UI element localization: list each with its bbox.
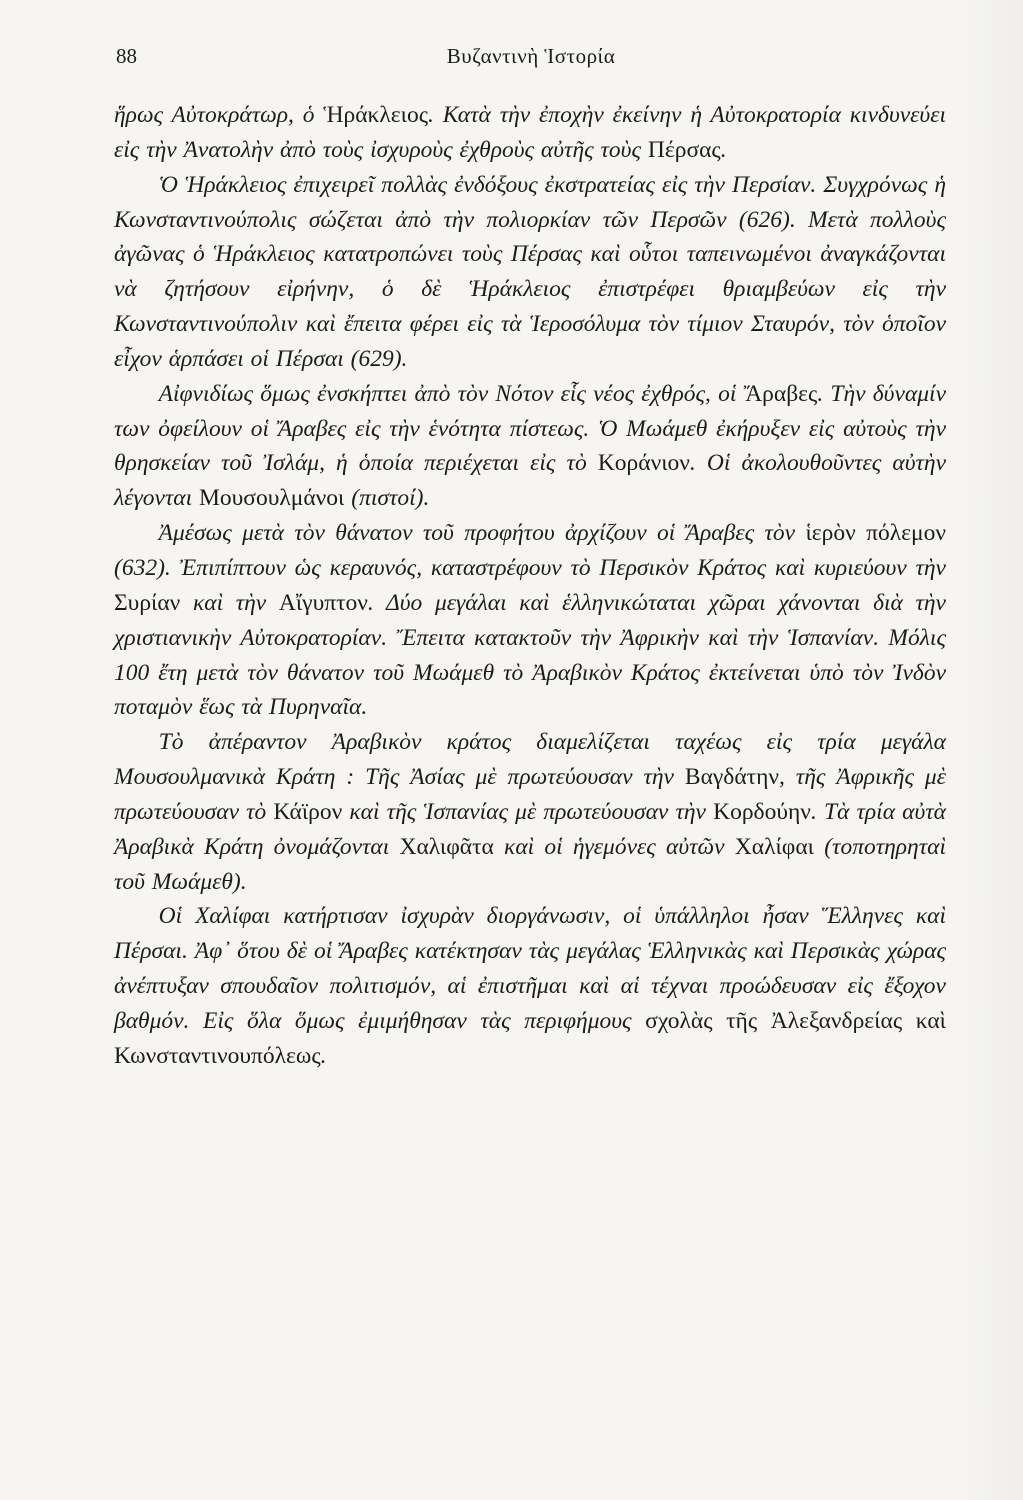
text-span: . Δύο μεγάλαι καὶ ἑλληνικώταται χῶραι χάνονται διὰ τὴν χριστιανικὴν Αὐτοκρατορίαν. Ἔπειτα κατακτοῦν τὴν Ἀφρικὴν καὶ τὴν Ἱσπανίαν. Μόλις 100 ἔτη μετὰ τὸν θάνατον τοῦ Μωάμεθ τὸ Ἀραβικὸν Κράτος ἐκτείνεται ὑπὸ τὸν Ἰνδὸν ποταμὸν ἕως τὰ Πυρηναῖα. [114,589,946,721]
text-span: καὶ οἱ ἡγεμόνες αὐτῶν [493,833,735,860]
emphasis-name: Κάϊρον [273,798,343,825]
paragraph-4 [114,516,946,725]
paragraph-1 [114,98,946,168]
text-span: καὶ τῆς Ἱσπανίας μὲ πρωτεύουσαν τὴν [342,798,714,825]
emphasis-name: σχολὰς τῆς Ἀλεξανδρείας καὶ Κωνσταντινουπόλεως [114,1007,946,1069]
text-span: Οἱ Χαλίφαι κατήρτισαν ἰσχυρὰν διοργάνωσιν, οἱ ὑπάλληλοι ἦσαν Ἕλληνες καὶ Πέρσαι. Ἀφ᾽ ὅτου δὲ οἱ Ἄραβες κατέκτησαν τὰς μεγάλας Ἑλληνικὰς καὶ Περσικὰς χώρας ἀνέπτυξαν σπουδαῖον πολιτισμόν, αἱ ἐπιστῆμαι καὶ αἱ τέχναι προώδευσαν εἰς ἔξοχον βαθμόν. Εἰς ὅλα ὅμως ἐμιμήθησαν τὰς περιφήμους [114,903,946,1034]
emphasis-name: Πέρσας [647,136,721,163]
text-span: , τῆς Ἀφρικῆς μὲ πρωτεύουσαν τὸ [114,764,946,825]
emphasis-name: Κοράνιον [597,450,690,477]
running-header [116,44,946,76]
text-span: (τοποτηρηταὶ τοῦ Μωάμεθ). [114,833,946,895]
paragraph-5 [114,725,946,899]
emphasis-name: Ἄραβες [743,380,818,407]
emphasis-name: Ἡράκλειος [323,102,429,128]
paragraph-2: Ὁ Ἡράκλειος ἐπιχειρεῖ πολλὰς ἐνδόξους ἐκστρατείας εἰς τὴν Περσίαν. Συγχρόνως ἡ Κωνσταντινούπολις σώζεται ἀπὸ τὴν πολιορκίαν τῶν Περσῶν (626). Μετὰ πολλοὺς ἀγῶνας ὁ Ἡράκλειος κατατροπώνει τοὺς Πέρσας καὶ οὗτοι ταπεινωμένοι ἀναγκάζονται νὰ ζητήσουν εἰρήνην, ὁ δὲ Ἡράκλειος ἐπιστρέφει θριαμβεύων εἰς τὴν Κωνσταντινούπολιν καὶ ἔπειτα φέρει εἰς τὰ Ἱεροσόλυμα τὸν τίμιον Σταυρόν, τὸν ὁποῖον εἶχον ἁρπάσει οἱ Πέρσαι (629). [114,171,946,372]
text-span: . Τὰ τρία αὐτὰ Ἀραβικὰ Κράτη ὀνομάζονται [114,798,947,860]
emphasis-name: Χαλιφᾶτα [399,833,494,860]
emphasis-name: Κορδούην [713,798,811,825]
text-span: Τὸ ἀπέραντον Ἀραβικὸν κράτος διαμελίζεται ταχέως εἰς τρία μεγάλα Μουσουλμανικὰ Κράτη : Τῆς Ἀσίας μὲ πρωτεύουσαν τὴν [114,729,946,791]
emphasis-name: Αἴγυπτον [278,589,368,616]
page-edge-shade [963,0,1023,1500]
text-span: . Οἱ ἀκολουθοῦντες αὐτὴν λέγονται [114,450,946,512]
paragraph-6 [114,899,946,1073]
text-span: καὶ τὴν [180,589,279,616]
page-number: 88 [116,44,137,68]
text-span: Ἀμέσως μετὰ τὸν θάνατον τοῦ προφήτου ἀρχίζουν οἱ Ἄραβες τὸν [158,520,806,547]
text-span: . Κατὰ τὴν ἐποχὴν ἐκείνην ἡ Αὐτοκρατορία κινδυνεύει εἰς τὴν Ἀνατολὴν ἀπὸ τοὺς ἰσχυροὺς ἐχθροὺς αὐτῆς τοὺς [114,102,946,163]
body-text [114,98,946,1074]
text-span: Αἰφνιδίως ὅμως ἐνσκήπτει ἀπὸ τὸν Νότον εἷς νέος ἐχθρός, οἱ [158,380,744,407]
emphasis-name: Βαγδάτην [684,764,780,791]
emphasis-name: ἱερὸν πόλεμον [805,520,946,547]
paragraph-3 [114,377,946,516]
text-span: . [320,1042,327,1069]
emphasis-name: Συρίαν [114,589,181,616]
text-span: (632). Ἐπιπίπτουν ὡς κεραυνός, καταστρέφουν τὸ Περσικὸν Κράτος καὶ κυριεύουν τὴν [114,554,946,581]
emphasis-name: Χαλίφαι [734,833,814,860]
text-span: ἥρως Αὐτοκράτωρ, ὁ [114,102,324,128]
text-span: (πιστοί). [344,485,430,512]
running-title: Βυζαντινὴ Ἱστορία [446,44,616,68]
text-span: . Τὴν δύναμίν των ὀφείλουν οἱ Ἄραβες εἰς τὴν ἑνότητα πίστεως. Ὁ Μωάμεθ ἐκήρυξεν εἰς αὐτοὺς τὴν θρησκείαν τοῦ Ἰσλάμ, ἡ ὁποία περιέχεται εἰς τὸ [114,380,946,477]
text-span: . [720,136,727,163]
emphasis-name: Μουσουλμάνοι [199,485,345,512]
